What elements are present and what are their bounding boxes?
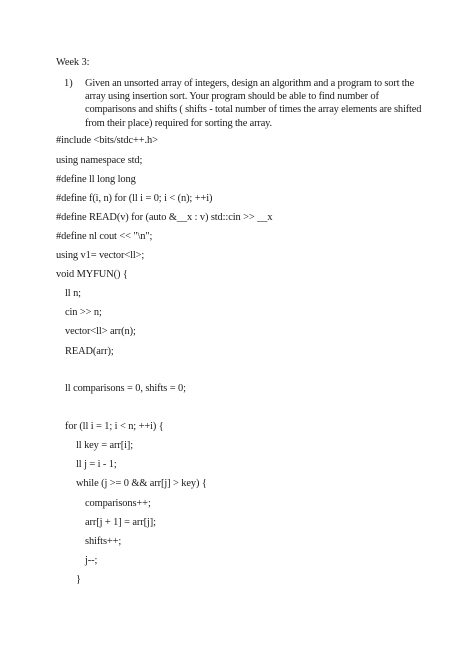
code-line: READ(arr);: [65, 346, 114, 357]
code-line: shifts++;: [85, 536, 122, 547]
code-line: j--;: [85, 555, 98, 566]
code-line: arr[j + 1] = arr[j];: [85, 517, 156, 528]
code-line: while (j >= 0 && arr[j] > key) {: [76, 478, 207, 489]
code-line: ll comparisons = 0, shifts = 0;: [65, 383, 186, 394]
question-number: 1): [64, 78, 73, 89]
question-line: from their place) required for sorting the array.: [85, 117, 273, 129]
week-heading: Week 3:: [56, 57, 90, 68]
code-line: using v1= vector<ll>;: [56, 250, 145, 261]
code-line: using namespace std;: [56, 155, 143, 166]
code-line: void MYFUN() {: [56, 269, 128, 280]
code-line: for (ll i = 1; i < n; ++i) {: [65, 421, 164, 432]
code-line: #define ll long long: [56, 174, 136, 185]
code-line: }: [76, 574, 81, 585]
question-line: Given an unsorted array of integers, design an algorithm and a program to sort the: [85, 78, 415, 89]
question-line: array using insertion sort. Your program should be able to find number of: [85, 91, 379, 103]
code-line: ll key = arr[i];: [76, 440, 134, 451]
code-line: #define nl cout << "\n";: [56, 231, 153, 242]
code-line: cin >> n;: [65, 307, 102, 318]
code-line: ll j = i - 1;: [76, 459, 117, 470]
code-line: vector<ll> arr(n);: [65, 326, 136, 337]
code-line: ll n;: [65, 288, 81, 299]
code-line: #define f(i, n) for (ll i = 0; i < (n); ++i): [56, 193, 213, 204]
question-line: comparisons and shifts ( shifts - total number of times the array elements are shifted: [85, 104, 422, 116]
code-line: #define READ(v) for (auto &__x : v) std::cin >> __x: [56, 212, 273, 223]
question-text: [85, 77, 422, 130]
code-line: comparisons++;: [85, 498, 151, 509]
code-line: #include <bits/stdc++.h>: [56, 135, 158, 146]
